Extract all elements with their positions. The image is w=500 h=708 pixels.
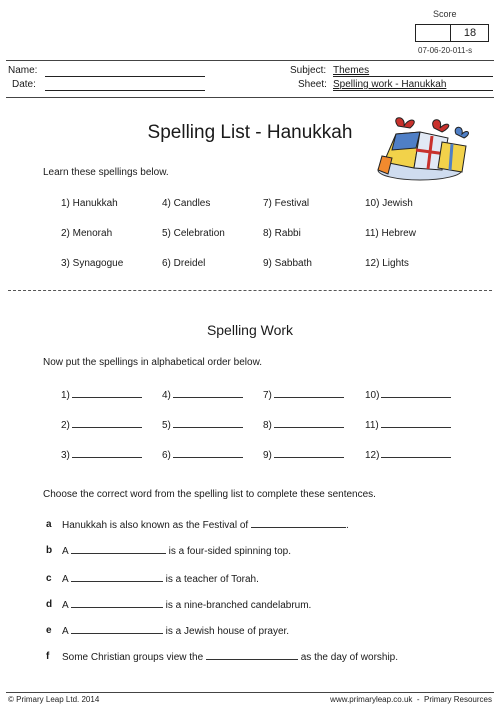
sentence-a	[62, 519, 349, 531]
sentence-b	[62, 545, 291, 557]
sentence-text: Some Christian groups view the	[62, 652, 206, 663]
sentence-letter: e	[46, 625, 52, 636]
subject-label: Subject:	[290, 65, 327, 76]
list-instruction: Learn these spellings below.	[43, 167, 169, 178]
sentence-blank[interactable]	[71, 625, 163, 634]
blank-number: 6)	[162, 450, 171, 461]
hanukkah-gifts-illustration	[370, 112, 480, 184]
order-blank[interactable]	[263, 449, 344, 461]
order-blank[interactable]	[263, 389, 344, 401]
score-box	[415, 24, 489, 42]
blank-line[interactable]	[72, 449, 142, 458]
blank-line[interactable]	[72, 389, 142, 398]
word-item: 1) Hanukkah	[61, 198, 118, 209]
blank-line[interactable]	[274, 389, 344, 398]
word-item: 5) Celebration	[162, 228, 225, 239]
score-value: 18	[463, 27, 477, 39]
subject-value: Themes	[333, 65, 370, 76]
word-item: 3) Synagogue	[61, 258, 124, 269]
blank-number: 2)	[61, 420, 70, 431]
date-label: Date:	[12, 79, 36, 90]
blank-line[interactable]	[173, 389, 243, 398]
footer-copyright: © Primary Leap Ltd. 2014	[8, 695, 100, 704]
sentence-blank[interactable]	[71, 573, 163, 582]
blank-line[interactable]	[381, 419, 451, 428]
sentence-letter: f	[46, 651, 50, 662]
sentence-text: .	[345, 520, 349, 531]
section-divider	[8, 290, 492, 291]
order-blank[interactable]	[365, 449, 451, 461]
order-blank[interactable]	[61, 419, 142, 431]
sentence-text: is a Jewish house of prayer.	[162, 626, 290, 637]
order-blank[interactable]	[162, 449, 243, 461]
footer-link[interactable]: www.primaryleap.co.uk - Primary Resources	[330, 695, 492, 704]
blank-number: 1)	[61, 390, 70, 401]
sentence-blank[interactable]	[206, 651, 298, 660]
word-item: 9) Sabbath	[263, 258, 312, 269]
blank-line[interactable]	[173, 419, 243, 428]
order-instruction: Now put the spellings in alphabetical order below.	[43, 357, 263, 368]
sentence-text: A	[62, 626, 71, 637]
blank-line[interactable]	[274, 449, 344, 458]
order-blank[interactable]	[162, 389, 243, 401]
word-item: 2) Menorah	[61, 228, 113, 239]
blank-line[interactable]	[173, 449, 243, 458]
blank-line[interactable]	[381, 449, 451, 458]
sentence-text: is a four-sided spinning top.	[165, 546, 291, 557]
blank-number: 8)	[263, 420, 272, 431]
name-line[interactable]	[45, 76, 205, 77]
sentence-text: is a nine-branched candelabrum.	[162, 600, 312, 611]
blank-line[interactable]	[72, 419, 142, 428]
sheet-label: Sheet:	[298, 79, 327, 90]
sentence-letter: d	[46, 599, 53, 610]
sentence-text: A	[62, 546, 71, 557]
blank-number: 4)	[162, 390, 171, 401]
order-blank[interactable]	[365, 389, 451, 401]
blank-number: 11)	[365, 420, 379, 431]
sentence-letter: b	[46, 545, 53, 556]
word-item: 11) Hebrew	[365, 228, 416, 239]
blank-number: 12)	[365, 450, 380, 461]
sentence-blank[interactable]	[71, 599, 163, 608]
sentence-f	[62, 651, 398, 663]
sentence-text: A	[62, 574, 71, 585]
subject-line	[333, 76, 493, 77]
order-blank[interactable]	[61, 449, 142, 461]
order-blank[interactable]	[61, 389, 142, 401]
sentence-text: A	[62, 600, 71, 611]
sentence-e	[62, 625, 289, 637]
sentence-text: as the day of worship.	[297, 652, 399, 663]
word-item: 12) Lights	[365, 258, 409, 269]
order-blank[interactable]	[263, 419, 344, 431]
sheet-code: 07-06-20-011-s	[418, 46, 473, 55]
blank-line[interactable]	[274, 419, 344, 428]
blank-number: 10)	[365, 390, 380, 401]
blank-number: 7)	[263, 390, 272, 401]
word-item: 7) Festival	[263, 198, 310, 209]
sentence-instruction: Choose the correct word from the spelling list to complete these sentences.	[43, 489, 376, 500]
section-title: Spelling Work	[206, 322, 294, 338]
score-label: Score	[433, 9, 457, 19]
sentence-letter: c	[46, 573, 52, 584]
word-item: 6) Dreidel	[162, 258, 206, 269]
word-item: 10) Jewish	[365, 198, 413, 209]
sheet-line	[333, 90, 493, 91]
sentence-letter: a	[46, 519, 52, 530]
date-line[interactable]	[45, 90, 205, 91]
blank-number: 3)	[61, 450, 70, 461]
sentence-blank[interactable]	[251, 519, 346, 528]
word-item: 8) Rabbi	[263, 228, 301, 239]
blank-number: 5)	[162, 420, 171, 431]
sentence-c	[62, 573, 259, 585]
sentence-text: Hanukkah is also known as the Festival of	[62, 520, 251, 531]
sheet-value: Spelling work - Hanukkah	[333, 79, 447, 90]
name-label: Name:	[8, 65, 38, 76]
footer-rule	[6, 692, 494, 693]
blank-line[interactable]	[381, 389, 451, 398]
sentence-text: is a teacher of Torah.	[162, 574, 259, 585]
page-title: Spelling List - Hanukkah	[147, 122, 353, 143]
word-item: 4) Candles	[162, 198, 211, 209]
sentence-d	[62, 599, 311, 611]
header-rule-bottom	[6, 97, 494, 98]
header-rule-top	[6, 60, 494, 61]
order-blank[interactable]	[365, 419, 451, 431]
sentence-blank[interactable]	[71, 545, 166, 554]
order-blank[interactable]	[162, 419, 243, 431]
blank-number: 9)	[263, 450, 272, 461]
